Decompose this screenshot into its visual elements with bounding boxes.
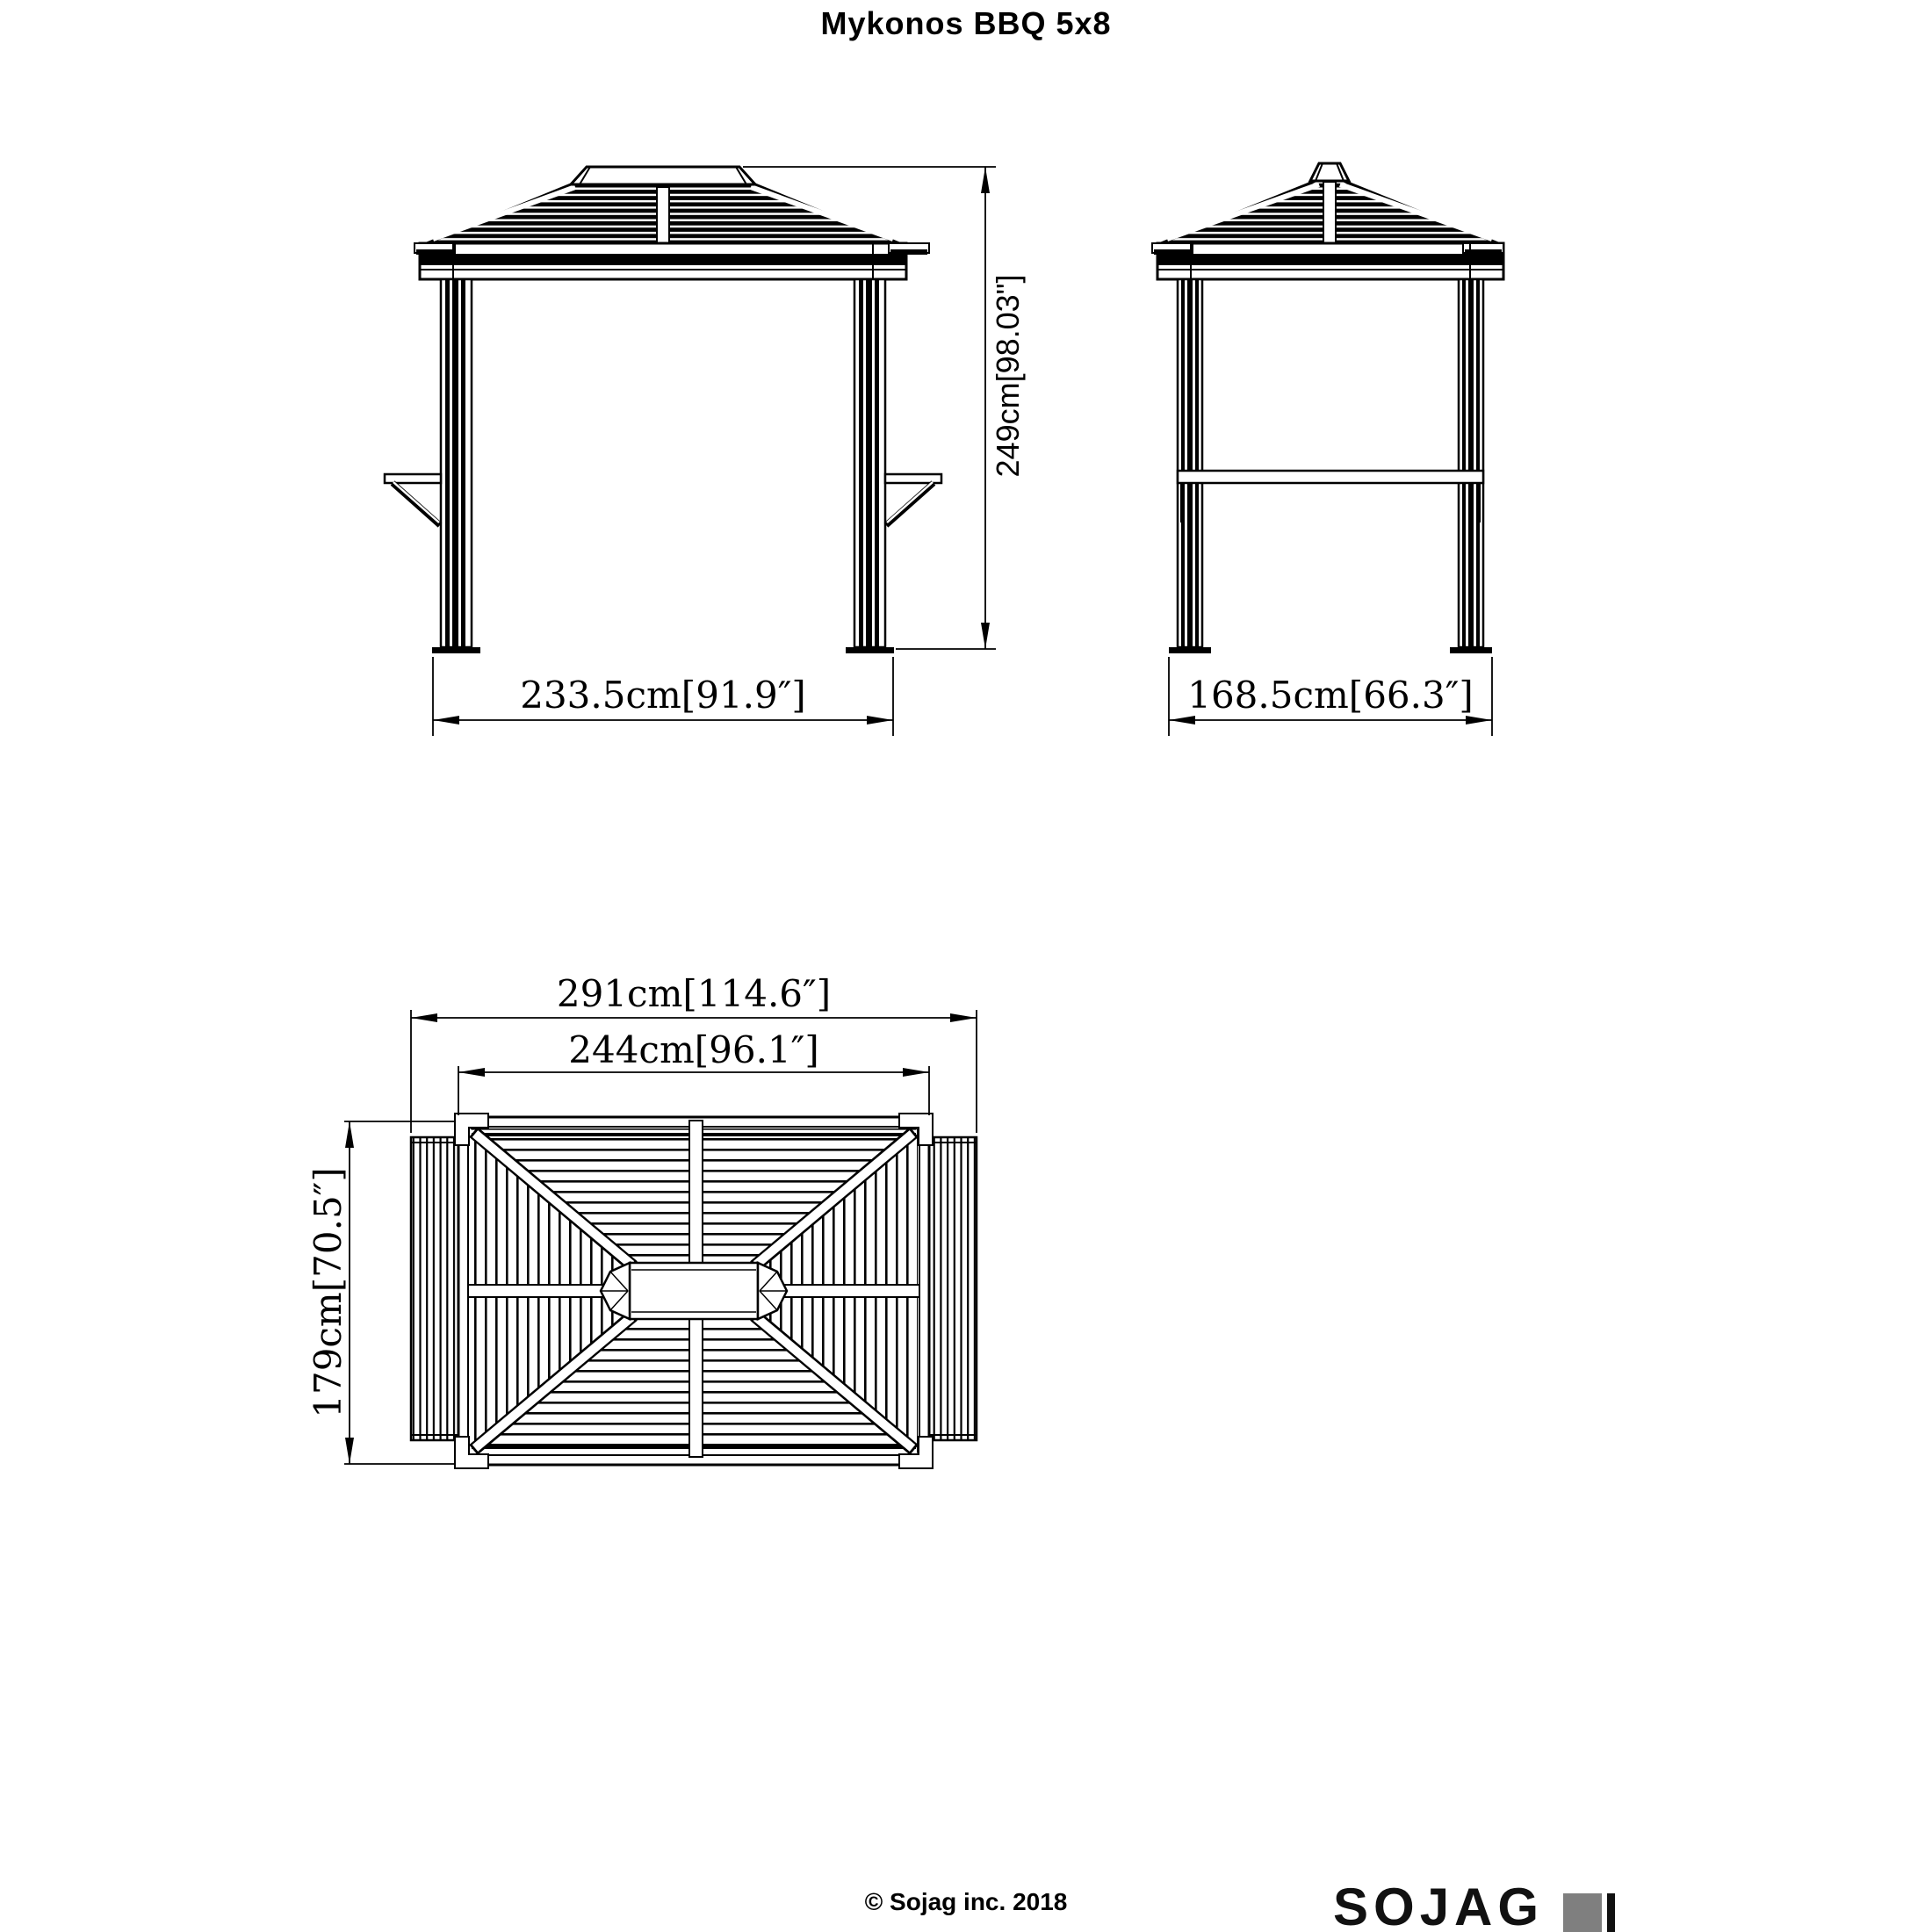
side-post-right bbox=[1450, 279, 1492, 653]
top-outer-width-dimension-label: 291cm[114.6″] bbox=[556, 972, 832, 1015]
top-shelf-left bbox=[411, 1137, 458, 1440]
front-width-dimension-label: 233.5cm[91.9″] bbox=[520, 674, 806, 717]
top-shelf-right bbox=[929, 1137, 977, 1440]
front-post-left bbox=[432, 279, 480, 653]
front-post-right bbox=[846, 279, 894, 653]
side-width-dimension-label: 168.5cm[66.3″] bbox=[1187, 674, 1474, 717]
side-roof bbox=[1161, 163, 1498, 243]
front-base-plate-left bbox=[432, 647, 480, 653]
front-ridge-strip bbox=[657, 187, 669, 243]
top-roof-width-dimension-label: 244cm[96.1″] bbox=[568, 1028, 819, 1071]
side-base-plate-right bbox=[1450, 647, 1492, 653]
front-base-plate-right bbox=[846, 647, 894, 653]
top-view bbox=[281, 957, 1027, 1519]
side-base-plate-left bbox=[1169, 647, 1211, 653]
copyright-text: © Sojag inc. 2018 bbox=[864, 1888, 1068, 1915]
top-roof-width-dimension bbox=[458, 1028, 929, 1115]
side-cornice bbox=[1152, 243, 1503, 279]
front-shelf-left bbox=[385, 474, 441, 525]
top-depth-dimension-label: 179cm[70.5″] bbox=[306, 1167, 350, 1418]
side-width-dimension bbox=[1169, 657, 1492, 736]
side-post-left bbox=[1169, 279, 1211, 653]
side-shelf-rail bbox=[1178, 471, 1483, 523]
front-height-dimension-label: 249cm[98.03"] bbox=[990, 274, 1026, 478]
front-roof bbox=[427, 167, 899, 243]
sojag-logo-square-icon bbox=[1563, 1893, 1602, 1932]
front-roof-vent-cap bbox=[571, 167, 755, 184]
front-shelf-right bbox=[885, 474, 941, 525]
front-cornice bbox=[415, 243, 929, 279]
sojag-logo-bar-icon bbox=[1607, 1893, 1615, 1932]
side-view bbox=[1124, 105, 1528, 755]
side-center-pole bbox=[1323, 182, 1336, 243]
sojag-logo-text: SOJAG bbox=[1333, 1878, 1545, 1932]
drawing-title: Mykonos BBQ 5x8 bbox=[820, 5, 1112, 41]
front-width-dimension bbox=[433, 657, 893, 736]
top-center-vent-hub bbox=[601, 1263, 787, 1319]
front-view bbox=[316, 105, 1063, 755]
